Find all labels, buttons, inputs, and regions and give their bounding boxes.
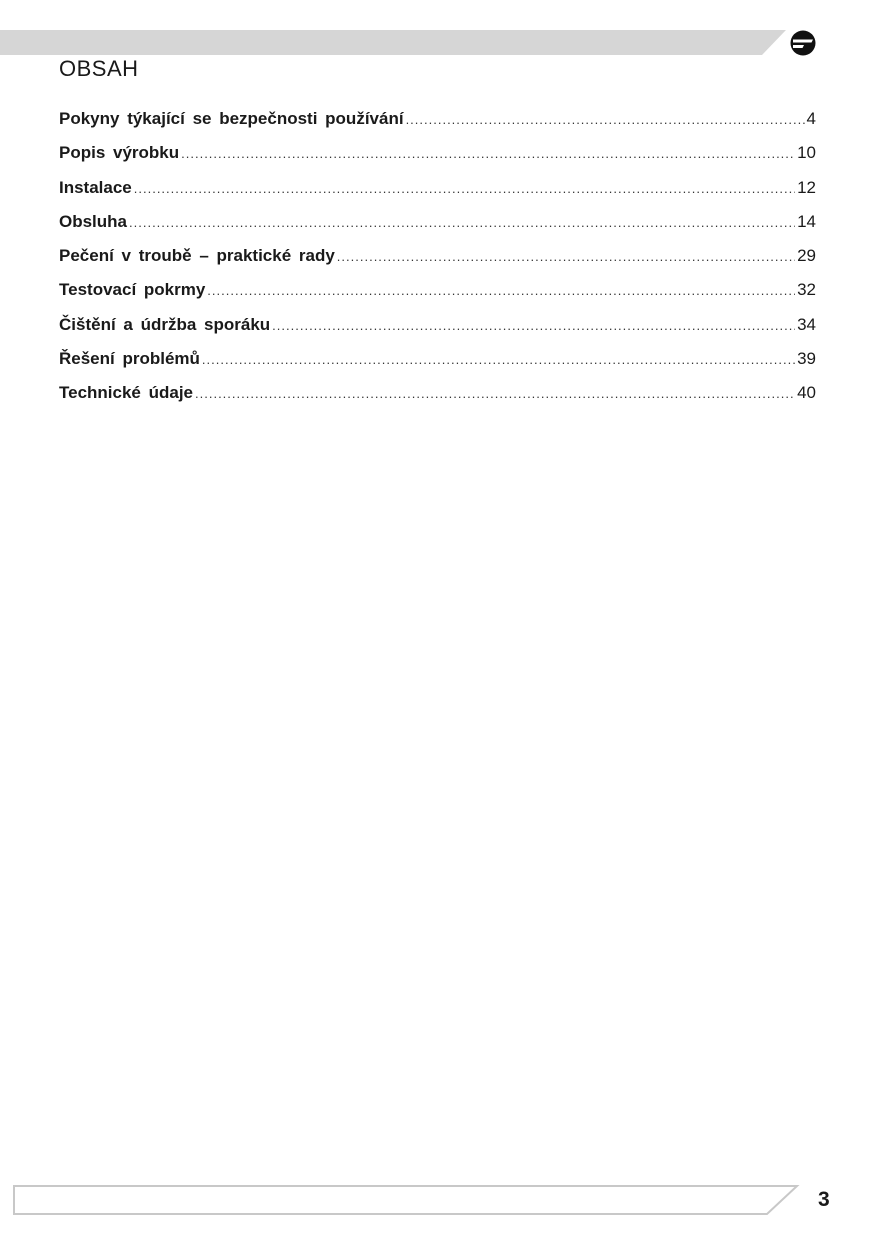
toc-entry-page: 40 [797, 383, 816, 403]
toc-leader-dots [181, 146, 795, 161]
toc-leader-dots [195, 386, 795, 401]
toc-entry[interactable] [59, 349, 816, 383]
toc-entry[interactable] [59, 109, 816, 143]
toc-entry[interactable] [59, 315, 816, 349]
toc-entry-label: Instalace [59, 177, 132, 197]
toc-entry-page: 32 [797, 280, 816, 300]
toc-entry-label: Obsluha [59, 211, 128, 231]
toc-leader-dots [202, 352, 795, 367]
toc-entry[interactable] [59, 246, 816, 280]
toc-entry-label: Pokyny týkající se bezpečnosti používání [59, 109, 404, 128]
table-of-contents [59, 109, 816, 418]
toc-entry[interactable] [59, 143, 816, 177]
toc-entry-page: 34 [797, 314, 816, 334]
toc-leader-dots [406, 112, 805, 127]
toc-entry-page: 39 [797, 349, 816, 369]
toc-entry-page: 14 [797, 211, 816, 231]
toc-entry-label: Technické údaje [59, 383, 194, 403]
toc-entry-page: 12 [797, 177, 816, 197]
toc-entry[interactable] [59, 178, 816, 212]
toc-entry-label: Popis výrobku [59, 143, 180, 163]
toc-leader-dots [207, 283, 795, 298]
toc-leader-dots [134, 181, 795, 196]
page-number: 3 [818, 1188, 830, 1211]
footer-band [0, 1180, 874, 1220]
toc-leader-dots [337, 249, 795, 264]
toc-entry-label: Čištění a údržba sporáku [59, 314, 271, 334]
toc-entry-page: 4 [806, 109, 816, 128]
footer-band-shape [14, 1186, 797, 1214]
toc-entry-label: Pečení v troubě – praktické rady [59, 246, 335, 266]
toc-entry[interactable] [59, 280, 816, 314]
toc-entry[interactable] [59, 212, 816, 246]
toc-entry-label: Testovací pokrmy [59, 280, 206, 300]
header-band-shape [0, 30, 786, 55]
toc-entry-page: 29 [797, 246, 816, 266]
page-title: OBSAH [59, 56, 139, 81]
toc-entry-label: Řešení problémů [59, 349, 200, 369]
toc-entry[interactable] [59, 383, 816, 417]
toc-entry-page: 10 [797, 143, 816, 163]
toc-leader-dots [272, 318, 795, 333]
toc-leader-dots [129, 215, 795, 230]
brand-logo-icon [790, 30, 816, 56]
